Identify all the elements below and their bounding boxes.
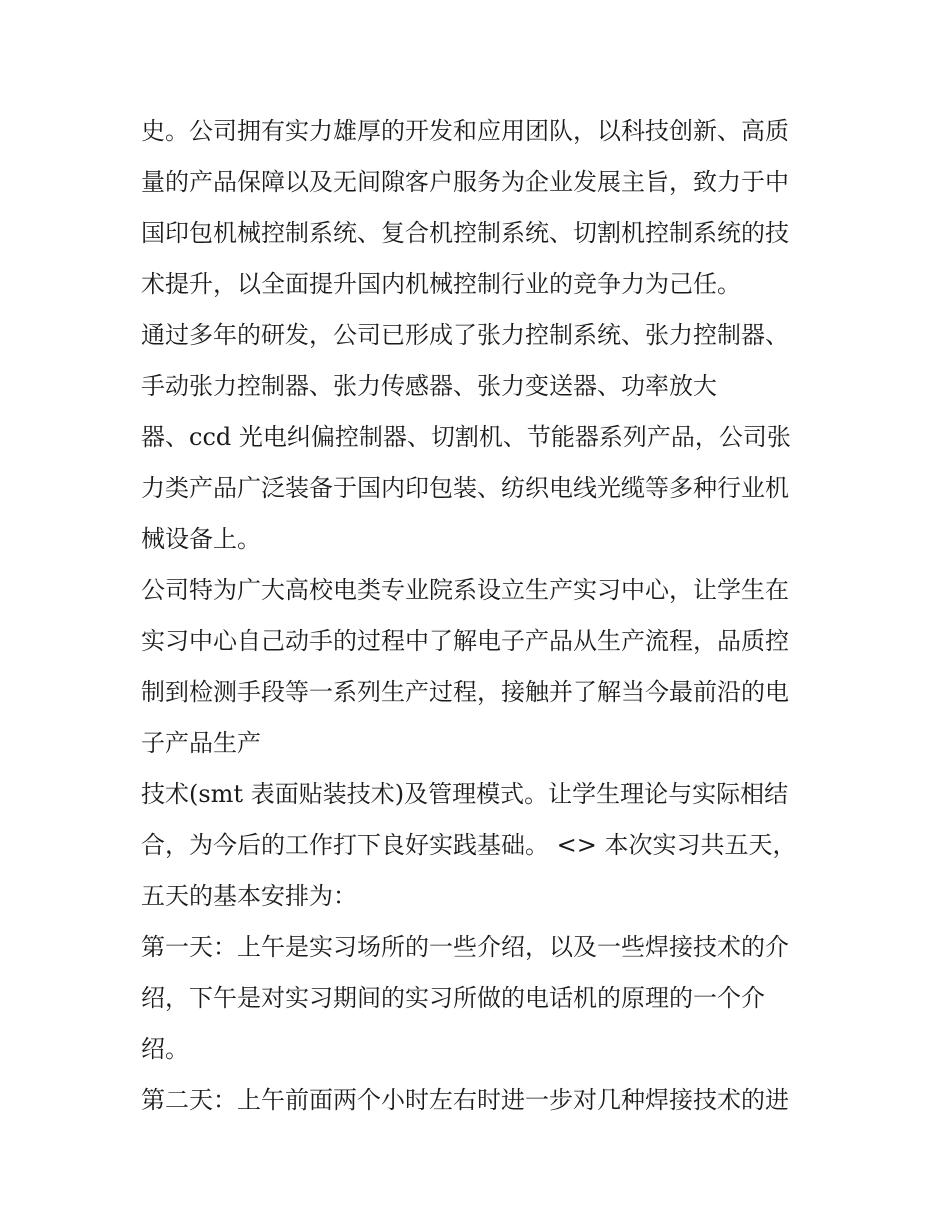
text-line: 技术(smt 表面贴装技术)及管理模式。让学生理论与实际相结 [141,780,789,808]
text-line: 力类产品广泛装备于国内印包装、纺织电线光缆等多种行业机 [141,474,789,502]
text-line: 史。公司拥有实力雄厚的开发和应用团队，以科技创新、高质 [141,117,789,145]
text-line: 公司特为广大高校电类专业院系设立生产实习中心，让学生在 [141,576,789,604]
text-line: 量的产品保障以及无间隙客户服务为企业发展主旨，致力于中 [141,168,789,196]
text-line: 绍。 [141,1035,189,1063]
text-line: 子产品生产 [141,729,261,757]
text-line: 实习中心自己动手的过程中了解电子产品从生产流程，品质控 [141,627,789,655]
text-line: 绍，下午是对实习期间的实习所做的电话机的原理的一个介 [141,984,765,1012]
text-line: 手动张力控制器、张力传感器、张力变送器、功率放大 [141,372,717,400]
text-line: 国印包机械控制系统、复合机控制系统、切割机控制系统的技 [141,219,789,247]
body-text [141,106,821,1126]
text-line: 第二天：上午前面两个小时左右时进一步对几种焊接技术的进 [141,1086,789,1114]
text-line: 术提升，以全面提升国内机械控制行业的竞争力为己任。 [141,270,741,298]
text-line: 通过多年的研发，公司已形成了张力控制系统、张力控制器、 [141,321,789,349]
text-line: 制到检测手段等一系列生产过程，接触并了解当今最前沿的电 [141,678,789,706]
text-line: 械设备上。 [141,525,261,553]
text-line: 第一天：上午是实习场所的一些介绍，以及一些焊接技术的介 [141,933,789,961]
text-line: 五天的基本安排为： [141,882,357,910]
text-line: 器、ccd 光电纠偏控制器、切割机、节能器系列产品，公司张 [141,423,791,451]
text-line: 合，为今后的工作打下良好实践基础。 <> 本次实习共五天， [141,831,797,859]
